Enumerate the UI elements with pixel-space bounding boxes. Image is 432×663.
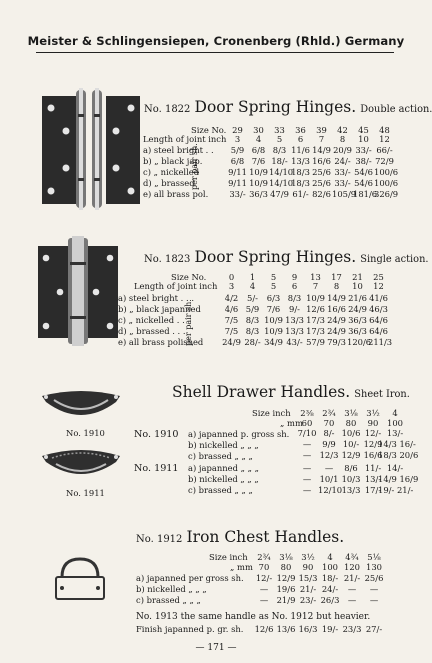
size-label: Size No. [191,125,227,135]
price-cell: — [324,463,334,473]
size-cell: 42 [337,125,348,135]
price-cell: — [302,463,312,473]
price-cell: 19/6 [276,584,296,594]
joint-cell: 10 [358,134,369,144]
size-cell: 5⅛ [367,552,381,562]
item-number-1911: No. 1911 [134,463,179,474]
size-cell: 39 [316,125,327,135]
price-cell: 79/3 [327,337,346,347]
price-cell: 24/9 [222,337,241,347]
size-cell: 17 [331,272,342,282]
price-cell: 7/5 [224,315,239,325]
price-cell: 82/6 [312,189,331,199]
price-cell: — [302,450,312,460]
finish-row-label: c) brassed „ „ „ [136,595,201,605]
finish-row-label: a) japanned „ „ „ [188,463,259,473]
item-number-1910: No. 1910 [134,429,179,440]
price-cell: 16/6 [363,450,383,460]
price-cell: 12/9 [276,573,296,583]
price-cell: 16/6 [312,156,331,166]
price-cell: 8/3 [272,145,287,155]
price-cell: 14/- [386,463,404,473]
mm-cell: 100 [322,562,338,572]
price-cell: 211/3 [368,337,393,347]
price-cell: 36/3 [249,189,268,199]
price-cell: 23/3 [342,624,362,634]
price-cell: 10/9 [249,178,268,188]
price-cell: 38/- [355,156,372,166]
size-cell: 1 [249,272,256,282]
price-cell: 10/- [342,439,360,449]
price-cell: 13/6 [276,624,296,634]
price-cell: 12/3 [319,450,339,460]
price-cell: 15/3 [298,573,318,583]
price-cell: 23/- [299,595,317,605]
price-cell: 18/3 [291,178,310,188]
price-cell: 10/3 [341,474,361,484]
joint-cell: 7 [318,134,325,144]
price-cell: 10/9 [249,167,268,177]
joint-cell: 5 [276,134,283,144]
section-1823-title [144,248,429,266]
price-cell: 12/10 [318,485,343,495]
price-cell: 13/- [364,474,382,484]
size-cell: 9 [291,272,298,282]
mm-cell: 120 [344,562,360,572]
price-cell: 10/9 [264,326,283,336]
joint-cell: 7 [312,281,319,291]
item-number: No. 1912 [136,534,183,545]
size-cell: 29 [232,125,243,135]
price-cell: 10/9 [306,293,325,303]
price-cell: — [369,584,379,594]
price-cell: 8/3 [245,326,260,336]
size-cell: 48 [379,125,390,135]
size-cell: 3⅛ [279,552,293,562]
price-cell: 105/9 [332,189,357,199]
price-cell: 18/- [321,573,339,583]
price-cell: 47/9 [270,189,289,199]
mm-label: „ mm [280,418,303,428]
size-cell: 4¾ [345,552,359,562]
size-cell: 3½ [366,408,380,418]
price-cell: 28/- [244,337,261,347]
price-cell: 7/6 [266,304,281,314]
price-cell: 9/11 [228,167,247,177]
price-cell: 4/2 [224,293,239,303]
price-cell: 17/- [364,485,382,495]
size-cell: 2¾ [257,552,271,562]
size-cell: 3⅛ [344,408,358,418]
joint-cell: 5 [270,281,277,291]
price-cell: 5/9 [245,304,260,314]
price-cell: — [259,595,269,605]
price-cell: 14/3 16/- [378,439,416,449]
price-cell: 10/6 [341,428,361,438]
price-cell: 6/8 [251,145,266,155]
price-cell: 16/3 [298,624,318,634]
finish-row-label: b) nickelled „ „ „ [188,440,259,450]
per-pair-label: per pair sh. [184,299,193,346]
product-variant: Double action. [360,104,432,115]
price-cell: 7/6 [251,156,266,166]
price-cell: 18/- [271,156,288,166]
price-cell: 33/- [334,178,351,188]
double-action-hinge-illustration [36,86,144,210]
finish-label: Finish japanned p. gr. sh. [136,624,244,634]
joint-cell: 6 [291,281,298,291]
price-cell: 64/6 [369,326,388,336]
price-cell: 10/1 [319,474,339,484]
single-action-hinge-illustration [36,236,120,346]
shell-handle-1910-illustration [38,388,124,428]
finish-row-label: b) „ black jap. [143,156,203,166]
finish-row-label: c) „ nickelled . . [118,315,185,325]
mm-cell: 80 [280,562,292,572]
price-cell: 9/9 [322,439,336,449]
price-cell: 18/3 [291,167,310,177]
price-cell: 13/- [386,428,404,438]
joint-length-label: Length of joint inch [143,134,227,144]
price-cell: 5/9 [230,145,245,155]
price-cell: 57/9 [306,337,325,347]
joint-length-label: Length of joint inch [134,281,218,291]
price-cell: 21/6 [348,293,367,303]
price-cell: 24/- [334,156,351,166]
size-label: Size inch [252,408,291,418]
price-cell: 11/- [364,463,382,473]
finish-row-label: d) „ brassed . . . [118,326,186,336]
price-cell: 14/9 [327,293,346,303]
price-cell: 36/3 [348,326,367,336]
mm-cell: 100 [387,418,403,428]
item-number: No. 1823 [144,254,191,265]
price-cell: 24/9 [348,304,367,314]
price-cell: 54/6 [354,167,373,177]
price-cell: 33/- [229,189,246,199]
price-cell: 181/6 [353,189,378,199]
size-cell: 30 [253,125,264,135]
size-cell: 4 [392,408,398,418]
mm-label: „ mm [230,562,253,572]
joint-cell: 6 [297,134,304,144]
price-cell: 16/6 [327,304,346,314]
finish-row-label: c) brassed „ „ „ [188,451,253,461]
finish-row-label: b) „ black japanned [118,304,201,314]
mm-cell: 90 [302,562,314,572]
finish-row-label: d) „ brassed [143,178,195,188]
size-cell: 5 [270,272,277,282]
size-cell: 2⅜ [300,408,314,418]
price-cell: 46/3 [369,304,388,314]
price-cell: 33/- [355,145,372,155]
price-cell: 10/9 [264,315,283,325]
price-cell: — [347,584,357,594]
price-cell: 12/9 [363,439,383,449]
price-cell: 21/9 [276,595,296,605]
finish-row-label: c) „ nickelled [143,167,200,177]
header-rule [36,52,394,53]
mm-cell: 90 [367,418,379,428]
mm-cell: 70 [323,418,335,428]
price-cell: — [259,584,269,594]
price-cell: 5/- [247,293,258,303]
price-cell: 24/9 [327,326,346,336]
price-cell: 25/6 [364,573,384,583]
price-cell: 19/- 21/- [378,485,414,495]
price-cell: 14/10 [269,167,294,177]
section-1822-title [144,98,432,116]
price-cell: 13/3 [285,326,304,336]
price-cell: 21/- [299,584,317,594]
price-cell: 12/6 [254,624,274,634]
product-material: Sheet Iron. [354,389,410,400]
price-cell: 120/6 [347,337,372,347]
price-cell: 20/9 [333,145,352,155]
size-cell: 21 [352,272,363,282]
size-cell: 36 [295,125,306,135]
price-cell: 21/- [343,573,361,583]
mm-cell: 80 [345,418,357,428]
product-variant: Single action. [360,254,429,265]
mm-cell: 130 [366,562,382,572]
price-cell: 25/6 [312,178,331,188]
price-cell: 12/6 [306,304,325,314]
size-cell: 2¾ [322,408,336,418]
shell-handle-1911-illustration [38,446,124,486]
price-cell: 66/- [376,145,393,155]
page-number: — 171 — [195,643,237,653]
item-number: No. 1822 [144,104,191,115]
chest-note [136,612,370,622]
price-cell: 25/6 [312,167,331,177]
mm-cell: 70 [258,562,270,572]
price-cell: 64/6 [369,315,388,325]
finish-row-label: b) nickelled „ „ „ [136,584,207,594]
price-cell: 6/3 [266,293,281,303]
finish-row-label: a) steel bright . . . [118,293,194,303]
price-cell: 13/3 [291,156,310,166]
price-cell: — [347,595,357,605]
price-cell: 61/- [292,189,309,199]
size-label: Size inch [209,552,248,562]
joint-cell: 3 [234,134,241,144]
price-cell: 4/6 [224,304,239,314]
price-cell: 18/3 20/6 [378,450,419,460]
price-cell: 27/- [365,624,383,634]
price-cell: 9/11 [228,178,247,188]
mm-cell: 60 [301,418,313,428]
joint-cell: 12 [379,134,390,144]
finish-row-label: a) japanned p. gross sh. [188,429,290,439]
price-cell: 14/9 [312,145,331,155]
price-cell: 17/3 [306,326,325,336]
size-cell: 45 [358,125,369,135]
size-label: Size No. [171,272,207,282]
price-cell: 43/- [286,337,303,347]
price-cell: 12/- [364,428,382,438]
price-cell: 100/6 [374,167,399,177]
joint-cell: 10 [352,281,363,291]
note-item-number: No. 1913 [136,612,178,622]
joint-cell: 4 [255,134,262,144]
shell-section-title [172,383,410,401]
price-cell: 72/9 [375,156,394,166]
size-cell: 33 [274,125,285,135]
price-cell: 7/10 [297,428,317,438]
joint-cell: 8 [339,134,346,144]
price-cell: 24/9 [327,315,346,325]
price-cell: 8/3 [245,315,260,325]
joint-cell: 3 [228,281,235,291]
note-text: the same handle as No. 1912 but heavier. [180,612,371,622]
price-cell: 13/3 [341,485,361,495]
price-cell: 24/- [321,584,339,594]
price-cell: — [302,474,312,484]
chest-handle-illustration [52,555,108,603]
price-cell: 33/- [334,167,351,177]
size-cell: 0 [228,272,235,282]
price-cell: 14/9 16/9 [378,474,419,484]
price-cell: 8/- [323,428,335,438]
product-name: Shell Drawer Handles. [172,383,351,401]
size-cell: 13 [310,272,321,282]
joint-cell: 8 [333,281,340,291]
illustration-caption-1910: No. 1910 [66,428,105,438]
price-cell: 19/- [321,624,339,634]
price-cell: 100/6 [374,178,399,188]
joint-cell: 12 [373,281,384,291]
price-cell: 8/3 [287,293,302,303]
page-header: Meister & Schlingensiepen, Cronenberg (Rhld.) Germany [27,34,405,48]
price-cell: 54/6 [354,178,373,188]
finish-row-label: a) steel bright . . [143,145,214,155]
price-cell: 326/9 [374,189,399,199]
finish-row-label: e) all brass pol. [143,189,209,199]
price-cell: — [369,595,379,605]
price-cell: 36/3 [348,315,367,325]
price-cell: — [302,485,312,495]
price-cell: 11/6 [291,145,310,155]
finish-row-label: a) japanned per gross sh. [136,573,244,583]
finish-row-label: e) all brass polished [118,337,204,347]
price-cell: 26/3 [320,595,340,605]
finish-row-label: c) brassed „ „ „ [188,485,253,495]
price-cell: 13/3 [285,315,304,325]
product-name: Iron Chest Handles. [186,528,345,546]
price-cell: 12/9 [341,450,361,460]
size-cell: 3½ [301,552,315,562]
finish-row-label: b) nickelled „ „ „ [188,474,259,484]
price-cell: 6/8 [230,156,245,166]
product-name: Door Spring Hinges. [194,248,357,266]
product-name: Door Spring Hinges. [194,98,357,116]
price-cell: 9/- [289,304,300,314]
joint-cell: 4 [249,281,256,291]
price-cell: 17/3 [306,315,325,325]
chest-section-title [136,528,344,546]
per-pair-label: per pair sh. [190,143,199,190]
price-cell: 7/5 [224,326,239,336]
illustration-caption-1911: No. 1911 [66,488,105,498]
price-cell: 8/6 [344,463,358,473]
price-cell: — [302,439,312,449]
price-cell: 34/9 [264,337,283,347]
size-cell: 4 [327,552,333,562]
size-cell: 25 [373,272,384,282]
price-cell: 41/6 [369,293,388,303]
price-cell: 14/10 [269,178,294,188]
price-cell: 12/- [255,573,273,583]
